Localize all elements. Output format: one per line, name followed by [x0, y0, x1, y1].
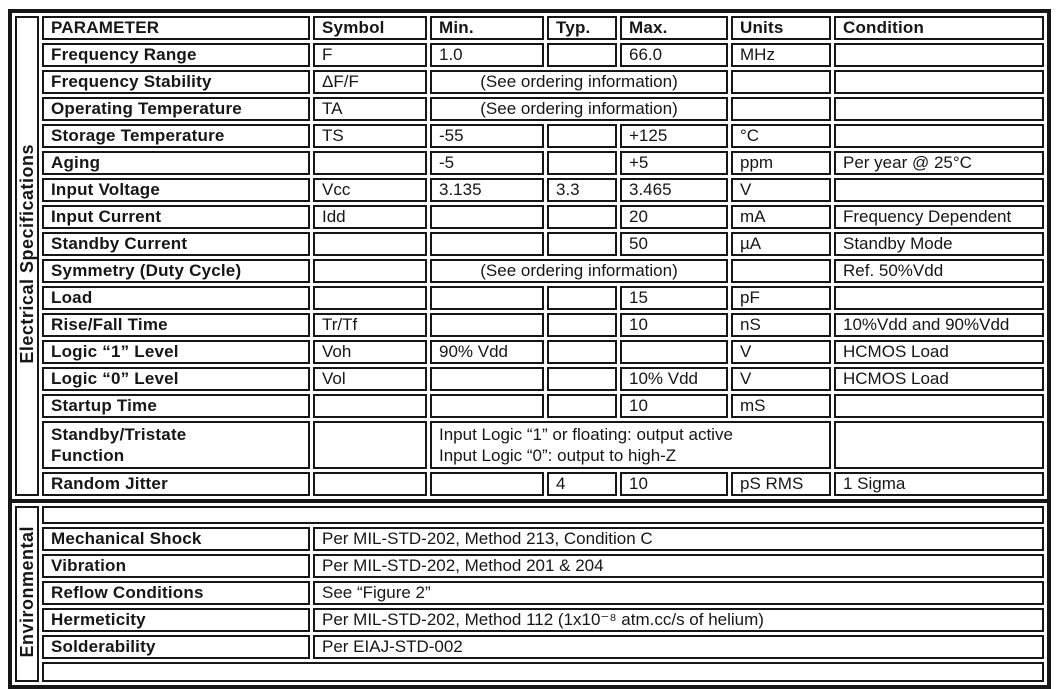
typ-cell: [547, 340, 617, 364]
condition-cell: [834, 97, 1044, 121]
parameter-cell: Random Jitter: [42, 472, 310, 496]
max-cell: [620, 340, 728, 364]
column-header: Units: [731, 16, 831, 40]
typ-cell: [547, 43, 617, 67]
min-cell: [430, 472, 544, 496]
value-cell: See “Figure 2”: [313, 581, 1044, 605]
column-header: Min.: [430, 16, 544, 40]
environmental-section-label: [15, 506, 39, 682]
units-cell: [731, 97, 831, 121]
units-cell: [731, 259, 831, 283]
units-cell: V: [731, 367, 831, 391]
env-row: [15, 608, 1044, 632]
min-cell: 3.135: [430, 178, 544, 202]
symbol-cell: [313, 286, 427, 310]
units-cell: pS RMS: [731, 472, 831, 496]
column-header: Condition: [834, 16, 1044, 40]
units-cell: [731, 70, 831, 94]
max-cell: 10% Vdd: [620, 367, 728, 391]
merged-value-cell-line: Input Logic “1” or floating: output active: [439, 425, 733, 444]
condition-cell: [834, 43, 1044, 67]
min-cell: 90% Vdd: [430, 340, 544, 364]
parameter-cell: Load: [42, 286, 310, 310]
typ-cell: 3.3: [547, 178, 617, 202]
electrical-table: [12, 13, 1047, 499]
environmental-section-label-text: Environmental: [17, 525, 37, 658]
condition-cell: [834, 124, 1044, 148]
env-row: [15, 554, 1044, 578]
symbol-cell: TS: [313, 124, 427, 148]
symbol-cell: Voh: [313, 340, 427, 364]
min-cell: 1.0: [430, 43, 544, 67]
typ-cell: [547, 232, 617, 256]
parameter-cell: Rise/Fall Time: [42, 313, 310, 337]
env-row: [15, 635, 1044, 659]
spec-row: [15, 97, 1044, 121]
spec-row: [15, 151, 1044, 175]
typ-cell: [547, 313, 617, 337]
spec-row: [15, 340, 1044, 364]
parameter-cell: Startup Time: [42, 394, 310, 418]
typ-cell: [547, 286, 617, 310]
typ-cell: 4: [547, 472, 617, 496]
max-cell: 10: [620, 313, 728, 337]
parameter-cell: Standby Current: [42, 232, 310, 256]
parameter-cell: Aging: [42, 151, 310, 175]
column-header: Max.: [620, 16, 728, 40]
max-cell: 3.465: [620, 178, 728, 202]
parameter-cell: Mechanical Shock: [42, 527, 310, 551]
column-header: PARAMETER: [42, 16, 310, 40]
condition-cell: 10%Vdd and 90%Vdd: [834, 313, 1044, 337]
symbol-cell: ΔF/F: [313, 70, 427, 94]
parameter-cell: Symmetry (Duty Cycle): [42, 259, 310, 283]
max-cell: +125: [620, 124, 728, 148]
parameter-cell: Vibration: [42, 554, 310, 578]
symbol-cell: Tr/Tf: [313, 313, 427, 337]
parameter-cell: Reflow Conditions: [42, 581, 310, 605]
parameter-cell: Logic “1” Level: [42, 340, 310, 364]
spec-row: [15, 472, 1044, 496]
spacer-row: [15, 662, 1044, 682]
min-cell: [430, 394, 544, 418]
condition-cell: 1 Sigma: [834, 472, 1044, 496]
condition-cell: [834, 394, 1044, 418]
min-cell: [430, 313, 544, 337]
spec-row: [15, 124, 1044, 148]
condition-cell: Frequency Dependent: [834, 205, 1044, 229]
parameter-cell: Input Voltage: [42, 178, 310, 202]
merged-value-cell: (See ordering information): [430, 259, 728, 283]
parameter-cell: Operating Temperature: [42, 97, 310, 121]
spec-row: [15, 313, 1044, 337]
parameter-cell-line: Function: [51, 446, 125, 465]
condition-cell: Ref. 50%Vdd: [834, 259, 1044, 283]
units-cell: °C: [731, 124, 831, 148]
header-row: [15, 16, 1044, 40]
symbol-cell: TA: [313, 97, 427, 121]
spacer-row: [15, 506, 1044, 524]
condition-cell: HCMOS Load: [834, 367, 1044, 391]
spec-row: [15, 421, 1044, 469]
column-header: Symbol: [313, 16, 427, 40]
value-cell: Per MIL-STD-202, Method 201 & 204: [313, 554, 1044, 578]
units-cell: µA: [731, 232, 831, 256]
parameter-cell: Input Current: [42, 205, 310, 229]
condition-cell: [834, 421, 1044, 469]
typ-cell: [547, 124, 617, 148]
column-header: Typ.: [547, 16, 617, 40]
spec-row: [15, 70, 1044, 94]
typ-cell: [547, 367, 617, 391]
env-row: [15, 527, 1044, 551]
max-cell: 15: [620, 286, 728, 310]
min-cell: [430, 205, 544, 229]
parameter-cell: Frequency Stability: [42, 70, 310, 94]
units-cell: ppm: [731, 151, 831, 175]
spacer-cell: [42, 662, 1044, 682]
parameter-cell: Solderability: [42, 635, 310, 659]
spec-sheet: [8, 9, 1051, 689]
merged-value-cell: (See ordering information): [430, 97, 728, 121]
environmental-table: [12, 503, 1047, 685]
spec-row: [15, 367, 1044, 391]
symbol-cell: Vcc: [313, 178, 427, 202]
parameter-cell: Frequency Range: [42, 43, 310, 67]
symbol-cell: [313, 394, 427, 418]
units-cell: mS: [731, 394, 831, 418]
parameter-cell: Logic “0” Level: [42, 367, 310, 391]
spec-row: [15, 259, 1044, 283]
condition-cell: [834, 286, 1044, 310]
merged-value-cell-line: Input Logic “0”: output to high-Z: [439, 446, 677, 465]
max-cell: 66.0: [620, 43, 728, 67]
parameter-cell-line: Standby/Tristate: [51, 425, 187, 444]
electrical-section-label-text: Electrical Specifications: [17, 143, 37, 364]
value-cell: Per EIAJ-STD-002: [313, 635, 1044, 659]
electrical-section-label: [15, 16, 39, 496]
units-cell: nS: [731, 313, 831, 337]
symbol-cell: Idd: [313, 205, 427, 229]
min-cell: [430, 367, 544, 391]
symbol-cell: F: [313, 43, 427, 67]
env-row: [15, 581, 1044, 605]
condition-cell: Standby Mode: [834, 232, 1044, 256]
max-cell: 10: [620, 472, 728, 496]
spec-row: [15, 43, 1044, 67]
min-cell: [430, 286, 544, 310]
merged-value-cell: [430, 421, 831, 469]
max-cell: 20: [620, 205, 728, 229]
condition-cell: Per year @ 25°C: [834, 151, 1044, 175]
max-cell: 50: [620, 232, 728, 256]
spec-row: [15, 205, 1044, 229]
condition-cell: [834, 70, 1044, 94]
units-cell: MHz: [731, 43, 831, 67]
units-cell: V: [731, 178, 831, 202]
max-cell: +5: [620, 151, 728, 175]
condition-cell: [834, 178, 1044, 202]
symbol-cell: [313, 259, 427, 283]
min-cell: -5: [430, 151, 544, 175]
units-cell: V: [731, 340, 831, 364]
min-cell: [430, 232, 544, 256]
condition-cell: HCMOS Load: [834, 340, 1044, 364]
symbol-cell: [313, 421, 427, 469]
value-cell: Per MIL-STD-202, Method 213, Condition C: [313, 527, 1044, 551]
merged-value-cell: (See ordering information): [430, 70, 728, 94]
spacer-cell: [42, 506, 1044, 524]
value-cell: Per MIL-STD-202, Method 112 (1x10⁻⁸ atm.cc/s of helium): [313, 608, 1044, 632]
spec-row: [15, 232, 1044, 256]
symbol-cell: [313, 151, 427, 175]
parameter-cell: Storage Temperature: [42, 124, 310, 148]
symbol-cell: [313, 472, 427, 496]
spec-row: [15, 286, 1044, 310]
units-cell: pF: [731, 286, 831, 310]
typ-cell: [547, 394, 617, 418]
typ-cell: [547, 151, 617, 175]
min-cell: -55: [430, 124, 544, 148]
max-cell: 10: [620, 394, 728, 418]
spec-row: [15, 394, 1044, 418]
units-cell: mA: [731, 205, 831, 229]
parameter-cell: [42, 421, 310, 469]
parameter-cell: Hermeticity: [42, 608, 310, 632]
symbol-cell: [313, 232, 427, 256]
spec-row: [15, 178, 1044, 202]
typ-cell: [547, 205, 617, 229]
symbol-cell: Vol: [313, 367, 427, 391]
